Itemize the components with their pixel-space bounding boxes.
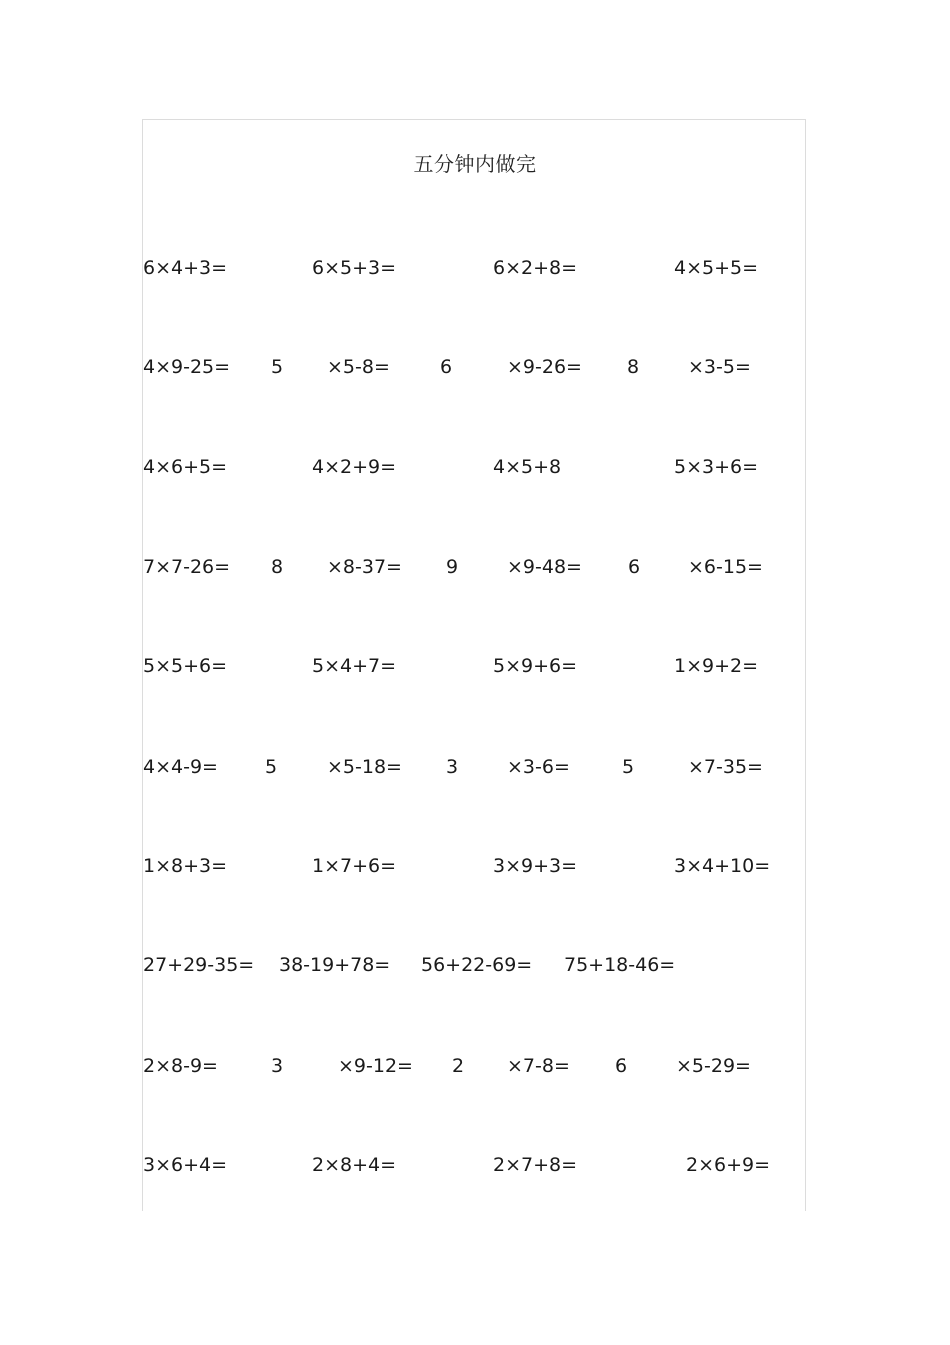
problem-fragment: 6 [615, 1055, 628, 1077]
problem-fragment: ×5-8= [327, 356, 390, 378]
problem-fragment: 3 [271, 1055, 284, 1077]
problem-fragment: ×9-26= [507, 356, 582, 378]
problem: 5×5+6= [143, 655, 228, 677]
problem-fragment: 8 [627, 356, 640, 378]
problem: 6×5+3= [312, 257, 397, 279]
problem-fragment: 3 [446, 756, 459, 778]
problem: 2×6+9= [686, 1154, 771, 1176]
problem: 2×8-9= [143, 1055, 218, 1077]
problem-fragment: ×3-5= [688, 356, 751, 378]
problem: 1×7+6= [312, 855, 397, 877]
problem-fragment: ×5-18= [327, 756, 402, 778]
problem-fragment: ×9-12= [338, 1055, 413, 1077]
problem: 4×5+8 [493, 456, 562, 478]
problem-fragment: 6 [440, 356, 453, 378]
problem-fragment: 8 [271, 556, 284, 578]
problem: 2×8+4= [312, 1154, 397, 1176]
problem: 7×7-26= [143, 556, 231, 578]
problem: 38-19+78= [279, 954, 391, 976]
problem: 4×5+5= [674, 257, 759, 279]
problem: 4×2+9= [312, 456, 397, 478]
problem: 5×4+7= [312, 655, 397, 677]
problem: 1×8+3= [143, 855, 228, 877]
problem-fragment: 5 [265, 756, 278, 778]
problem: 4×6+5= [143, 456, 228, 478]
problem: 75+18-46= [564, 954, 676, 976]
problem-fragment: ×9-48= [507, 556, 582, 578]
problem: 6×2+8= [493, 257, 578, 279]
problem-fragment: ×6-15= [688, 556, 763, 578]
problem: 4×9-25= [143, 356, 231, 378]
worksheet-title: 五分钟内做完 [413, 152, 537, 176]
problem: 2×7+8= [493, 1154, 578, 1176]
problem: 56+22-69= [421, 954, 533, 976]
problem: 5×9+6= [493, 655, 578, 677]
problem-fragment: 5 [622, 756, 635, 778]
problem: 1×9+2= [674, 655, 759, 677]
problem-fragment: ×3-6= [507, 756, 570, 778]
problem-fragment: 9 [446, 556, 459, 578]
problem-fragment: ×7-35= [688, 756, 763, 778]
problem-fragment: 6 [628, 556, 641, 578]
problem: 3×9+3= [493, 855, 578, 877]
problem: 4×4-9= [143, 756, 218, 778]
problem-fragment: 2 [452, 1055, 465, 1077]
problem-fragment: 5 [271, 356, 284, 378]
problem-fragment: ×5-29= [676, 1055, 751, 1077]
problem: 6×4+3= [143, 257, 228, 279]
problem-fragment: ×8-37= [327, 556, 402, 578]
problem: 27+29-35= [143, 954, 255, 976]
problem: 3×6+4= [143, 1154, 228, 1176]
problem-fragment: ×7-8= [507, 1055, 570, 1077]
problem: 3×4+10= [674, 855, 771, 877]
problem: 5×3+6= [674, 456, 759, 478]
